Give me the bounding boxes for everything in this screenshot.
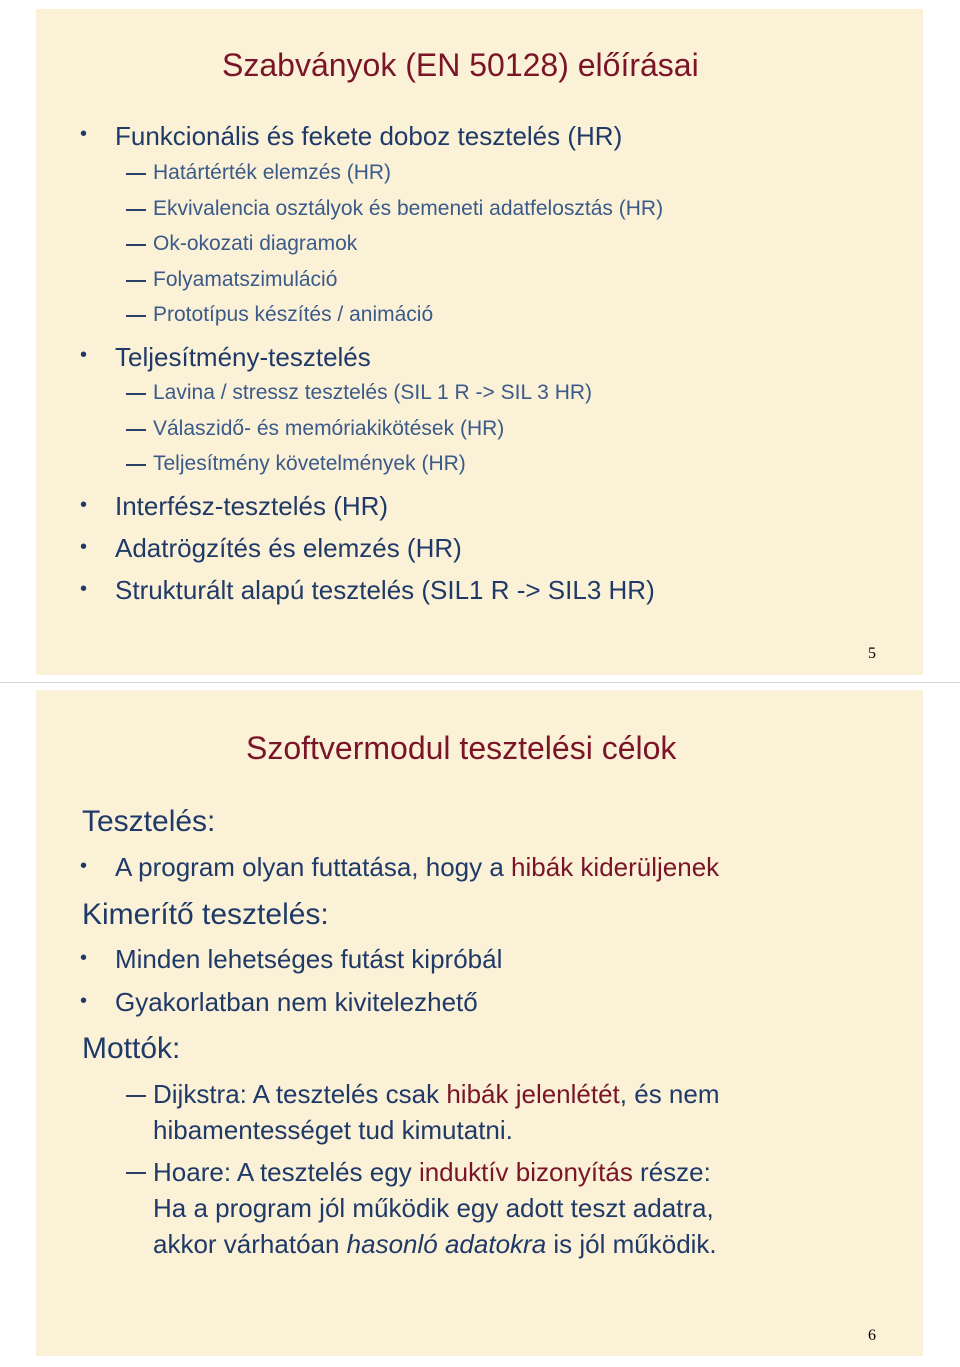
motto-dijkstra-line2: hibamentességet tud kimutatni.	[153, 1115, 513, 1145]
dash-icon	[126, 1095, 146, 1097]
list-subitem: Határtérték elemzés (HR)	[153, 161, 392, 184]
list-subitem: Lavina / stressz tesztelés (SIL 1 R -> SIL 3 HR)	[153, 381, 593, 404]
bullet-icon: •	[80, 536, 88, 558]
dash-icon	[126, 244, 146, 246]
bullet-icon: •	[80, 578, 88, 600]
heading-testing: Tesztelés:	[82, 805, 216, 838]
page-divider	[0, 682, 960, 683]
text-segment: Hoare: A tesztelés egy	[153, 1157, 419, 1187]
bullet-icon: •	[80, 855, 88, 877]
italic-text: hasonló adatokra	[346, 1229, 547, 1259]
motto-hoare-line1	[153, 1157, 711, 1188]
list-item: Strukturált alapú tesztelés (SIL1 R -> SIL3 HR)	[115, 575, 655, 605]
list-item: Gyakorlatban nem kivitelezhető	[115, 987, 478, 1017]
motto-hoare-line2: Ha a program jól működik egy adott teszt adatra,	[153, 1193, 714, 1223]
bullet-icon: •	[80, 990, 88, 1012]
list-subitem: Ekvivalencia osztályok és bemeneti adatfelosztás (HR)	[153, 197, 664, 220]
slide-6	[36, 690, 923, 1356]
dash-icon	[126, 393, 146, 395]
list-subitem: Ok-okozati diagramok	[153, 232, 358, 255]
dash-icon	[126, 429, 146, 431]
page-number: 5	[868, 645, 876, 662]
list-subitem: Prototípus készítés / animáció	[153, 303, 434, 326]
dash-icon	[126, 315, 146, 317]
slide-5	[36, 9, 923, 675]
dash-icon	[126, 280, 146, 282]
text-segment: is jól működik.	[546, 1229, 717, 1259]
text-segment: A program olyan futtatása, hogy a	[115, 852, 512, 882]
highlight-text: hibák kiderüljenek	[511, 852, 720, 882]
heading-exhaustive: Kimerítő tesztelés:	[82, 898, 329, 931]
dash-icon	[126, 173, 146, 175]
bullet-icon: •	[80, 494, 88, 516]
bullet-icon: •	[80, 344, 88, 366]
list-subitem: Válaszidő- és memóriakikötések (HR)	[153, 417, 505, 440]
list-item: Minden lehetséges futást kipróbál	[115, 944, 503, 974]
highlight-text: hibák jelenlétét	[446, 1079, 620, 1109]
list-item: Teljesítmény-tesztelés	[115, 342, 371, 372]
page-number: 6	[868, 1327, 876, 1344]
list-item: Funkcionális és fekete doboz tesztelés (HR)	[115, 121, 623, 151]
list-item	[115, 852, 719, 883]
text-segment: Dijkstra: A tesztelés csak	[153, 1079, 447, 1109]
bullet-icon: •	[80, 947, 88, 969]
text-segment: része:	[632, 1157, 711, 1187]
bullet-icon: •	[80, 123, 88, 145]
highlight-text: induktív bizonyítás	[418, 1157, 633, 1187]
heading-mottos: Mottók:	[82, 1032, 181, 1065]
dash-icon	[126, 209, 146, 211]
list-item: Interfész-tesztelés (HR)	[115, 491, 389, 521]
motto-dijkstra-line1	[153, 1079, 720, 1110]
slide-title: Szabványok (EN 50128) előírásai	[222, 47, 699, 83]
list-subitem: Teljesítmény követelmények (HR)	[153, 452, 466, 475]
list-subitem: Folyamatszimuláció	[153, 268, 338, 291]
slide-title: Szoftvermodul tesztelési célok	[246, 730, 677, 766]
dash-icon	[126, 464, 146, 466]
list-item: Adatrögzítés és elemzés (HR)	[115, 533, 462, 563]
dash-icon	[126, 1172, 146, 1174]
motto-hoare-line3	[153, 1229, 717, 1260]
text-segment: , és nem	[619, 1079, 720, 1109]
text-segment: akkor várhatóan	[153, 1229, 347, 1259]
